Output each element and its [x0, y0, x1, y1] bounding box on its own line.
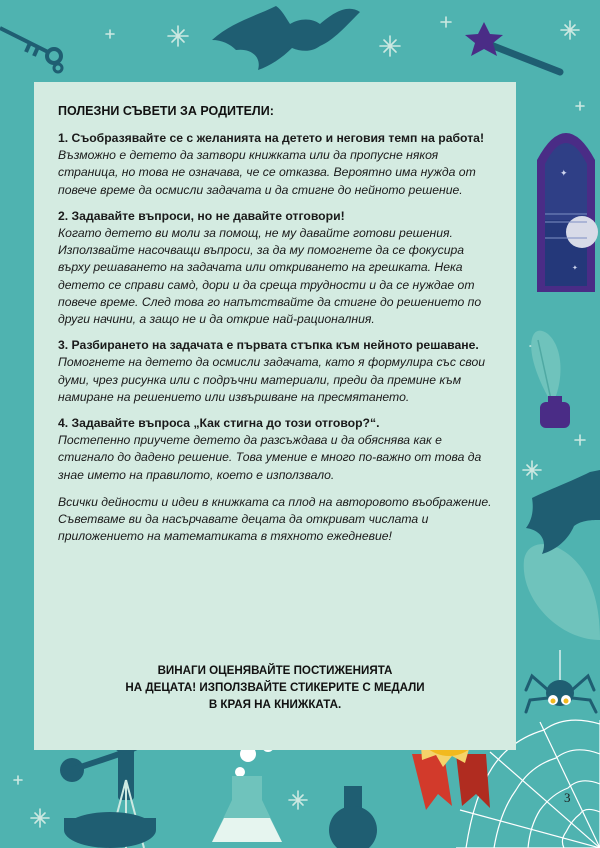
page-number: 3 [564, 790, 571, 805]
stickers-callout [34, 662, 516, 713]
key-icon [0, 28, 62, 72]
spider-icon [526, 650, 596, 712]
tip-body: Когато детето ви моли за помощ, не му давайте готови решения. Използвайте насочващи въпроси, за да му помогнете да се фокусира върху решаването на задачата или откриването на грешката. Нека детето се справи самò, дори и да среща трудности и да се нуждае от повече време. След това го напътствайте да стигне до решението по други начини, а защо не и да открие най-рационалния. [58, 226, 482, 327]
tip-body: Възможно е детето да затвори книжката или да пропусне някоя страница, но това не означава, че се отказва. Вероятно има нужда от повече време да осмисли задачата и да стигне до нейното решение. [58, 148, 476, 197]
feather-icon [524, 544, 600, 640]
callout-line: ВИНАГИ ОЦЕНЯВАЙТЕ ПОСТИЖЕНИЯТА [157, 664, 393, 677]
tips-panel [34, 82, 516, 750]
tip-title: 1. Съобразявайте се с желанията на детето и неговия темп на работа! [58, 131, 485, 145]
tip-2 [58, 208, 496, 328]
tip-3 [58, 337, 496, 406]
closing-note: Всички дейности и идеи в книжката са плод на авторовото въображение. Съветваме ви да насърчавате децата да откриват числата и приложението на математиката в тяхното ежедневие! [58, 494, 492, 544]
window-icon [537, 133, 598, 292]
tip-body: Помогнете на детето да осмисли задачата, като я формулира със свои думи, чрез рисунка или с подръчни материали, преди да премине към намиране на решението или извършване на пресмятането. [58, 355, 486, 404]
svg-text:✦: ✦ [560, 168, 568, 178]
page-heading: ПОЛЕЗНИ СЪВЕТИ ЗА РОДИТЕЛИ: [58, 104, 274, 118]
tip-title: 4. Задавайте въпроса „Как стигна до този отговор?“. [58, 416, 380, 431]
callout-line: В КРАЯ НА КНИЖКАТА. [208, 698, 342, 711]
callout-line: НА ДЕЦАТА! ИЗПОЛЗВАЙТЕ СТИКЕРИТЕ С МЕДАЛИ [125, 681, 425, 694]
tip-body: Постепенно приучете детето да разсъждава и да обяснява как е стигнало до дадено решение. Това умение е много по-важно от това да знае името на правилото, което е използвало. [58, 433, 482, 482]
tip-4 [58, 415, 496, 484]
bat-icon [212, 6, 360, 70]
quill-inkwell-icon [531, 331, 570, 428]
tip-title: 2. Задавайте въпроси, но не давайте отговори! [58, 208, 345, 223]
magic-wand-icon [465, 22, 560, 72]
tip-title: 3. Разбирането на задачата е първата стъпка към нейното решаване. [58, 338, 479, 353]
svg-text:✦: ✦ [572, 265, 578, 272]
tip-1 [58, 130, 496, 199]
bat-icon [526, 470, 600, 554]
